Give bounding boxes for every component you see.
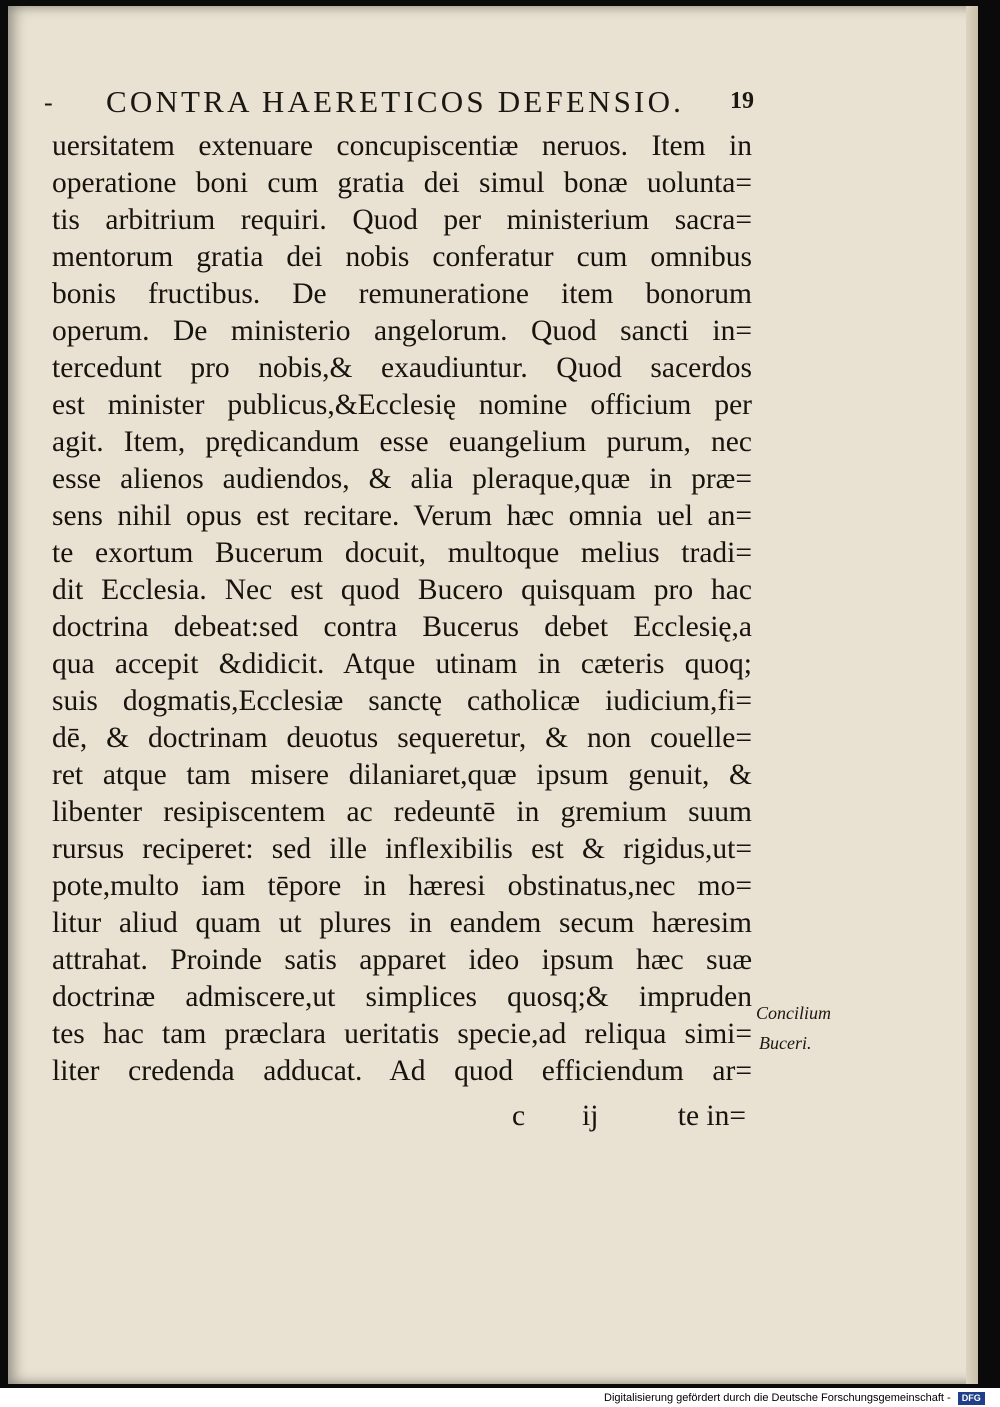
body-text (52, 128, 752, 1090)
text-line: rursus reciperet: sed ille inflexibilis est & rigidus,ut= (52, 833, 752, 865)
text-line: dē, & doctrinam deuotus sequeretur, & non couelle= (52, 722, 752, 754)
text-line: litur aliud quam ut plures in eandem secum hæresim (52, 907, 752, 939)
text-line: bonis fructibus. De remuneratione item bonorum (52, 278, 752, 310)
margin-note (756, 998, 856, 1058)
dfg-logo: DFG (958, 1392, 985, 1405)
text-line: esse alienos audiendos, & alia pleraque,quæ in præ= (52, 463, 752, 495)
text-line: operum. De ministerio angelorum. Quod sancti in= (52, 315, 752, 347)
text-line: qua accepit &didicit. Atque utinam in cæteris quoq; (52, 648, 752, 680)
text-line: uersitatem extenuare concupiscentiæ neruos. Item in (52, 130, 752, 162)
running-head-dash: - (44, 88, 53, 117)
text-line: liter credenda adducat. Ad quod efficiendum ar= (52, 1055, 752, 1087)
text-line: dit Ecclesia. Nec est quod Bucero quisquam pro hac (52, 574, 752, 606)
text-line: operatione boni cum gratia dei simul bonæ uolunta= (52, 167, 752, 199)
running-head (44, 84, 754, 124)
funding-text: Digitalisierung gefördert durch die Deutsche Forschungsgemeinschaft - (604, 1392, 951, 1404)
text-line: tercedunt pro nobis,& exaudiuntur. Quod sacerdos (52, 352, 752, 384)
funding-footer (604, 1389, 985, 1407)
margin-note-line: Buceri. (759, 1033, 812, 1053)
text-line: libenter resipiscentem ac redeuntē in gremium suum (52, 796, 752, 828)
text-line: sens nihil opus est recitare. Verum hæc omnia uel an= (52, 500, 752, 532)
text-line: ret atque tam misere dilaniaret,quæ ipsum genuit, & (52, 759, 752, 791)
page-edge (966, 6, 978, 1384)
text-line: attrahat. Proinde satis apparet ideo ipsum hæc suæ (52, 944, 752, 976)
catchword: te in= (677, 1100, 746, 1132)
text-line: doctrina debeat:sed contra Bucerus debet Ecclesię,a (52, 611, 752, 643)
text-line: pote,multo iam tēpore in hæresi obstinatus,nec mo= (52, 870, 752, 902)
text-line: tis arbitrium requiri. Quod per ministerium sacra= (52, 204, 752, 236)
text-line: agit. Item, prędicandum esse euangelium purum, nec (52, 426, 752, 458)
signature-line (52, 1100, 752, 1137)
text-line: suis dogmatis,Ecclesiæ sanctę catholicæ iudicium,fi= (52, 685, 752, 717)
text-line: doctrinæ admiscere,ut simplices quosq;& impruden (52, 981, 752, 1013)
text-line: tes hac tam præclara ueritatis specie,ad reliqua simi= (52, 1018, 752, 1050)
margin-note-line: Concilium (756, 1003, 831, 1023)
signature-leaf: ij (582, 1100, 599, 1132)
text-line: mentorum gratia dei nobis conferatur cum omnibus (52, 241, 752, 273)
folio-number: 19 (730, 88, 754, 114)
text-line: te exortum Bucerum docuit, multoque melius tradi= (52, 537, 752, 569)
signature-mark: c (512, 1100, 526, 1132)
text-line: est minister publicus,&Ecclesię nomine officium per (52, 389, 752, 421)
running-head-title: CONTRA HAERETICOS DEFENSIO. (106, 84, 685, 119)
